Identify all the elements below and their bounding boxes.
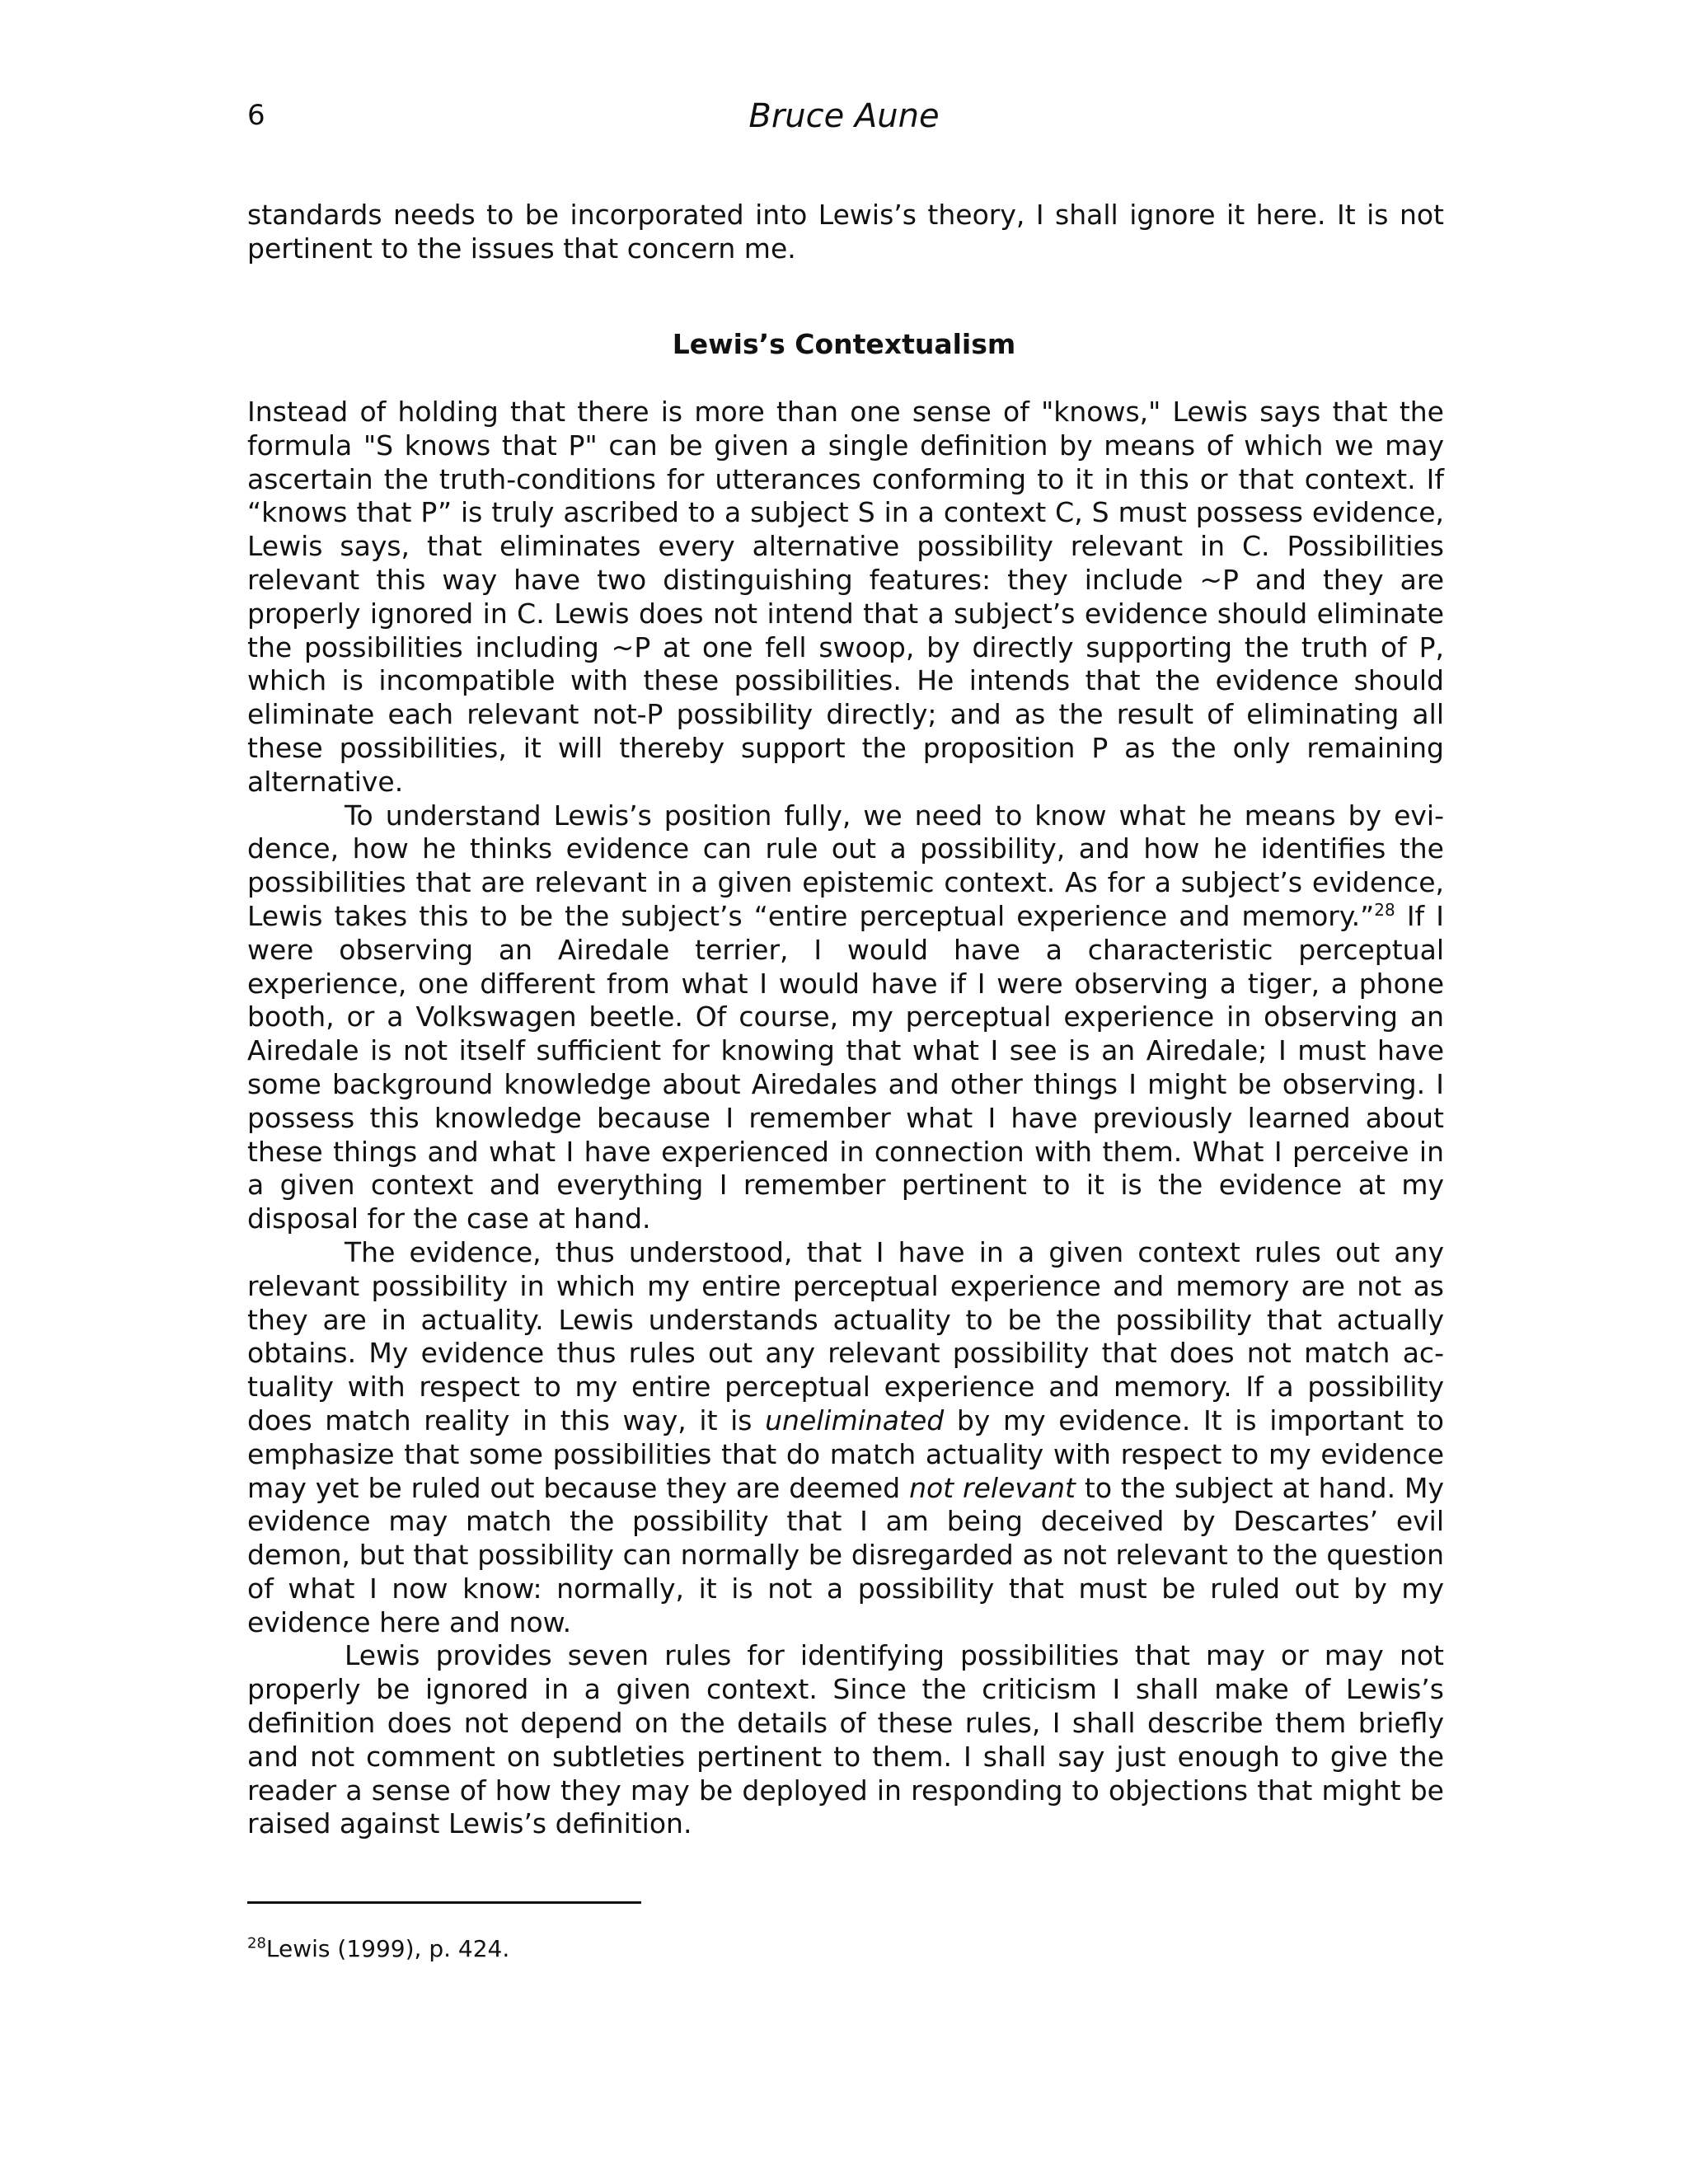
footnote-text: Lewis (1999), p. 424. — [265, 1935, 510, 1962]
running-head: Bruce Aune — [748, 97, 940, 135]
paragraph-3-emphasis-not-relevant: not relevant — [909, 1471, 1076, 1504]
paragraph-2 — [247, 799, 1444, 1236]
footnote-reference-28[interactable]: 28 — [1374, 899, 1395, 920]
paragraph-3-text-a: The evidence, thus understood, that I have in a given context rules out any relevant possibility in which my entire perceptual experience and memory are not as they are in actuality. Lewis understands actuality to be the possibility that actually obtains. My evidence thus rules out any relevant possibility that does not match actuality with respect to my entire perceptual experience and memory. If a possibility does match reality in this way, it is — [247, 1235, 1444, 1436]
paragraph-2-text-a: To understand Lewis’s position fully, we need to know what he means by evidence, how he thinks evidence can rule out a possibility, and how he identifies the possibilities that are relevant in a given epistemic context. As for a subject’s evidence, Lewis takes this to be the subject’s “entire perceptual experience and memory.” — [247, 799, 1444, 932]
paragraph-3-text-b: by my evidence. It is important to emphasize that some possibilities that do match actuality with respect to my evidence may yet be ruled out because they are deemed — [247, 1404, 1444, 1504]
section-body — [247, 396, 1444, 1841]
paragraph-4: Lewis provides seven rules for identifying possibilities that may or may not properly be ignored in a given context. Since the criticism I shall make of Lewis’s definition does not depend on the details of these rules, I shall describe them briefly and not comment on subtleties pertinent to them. I shall say just enough to give the reader a sense of how they may be deployed in responding to objections that might be raised against Lewis’s definition. — [247, 1639, 1444, 1840]
paragraph-3 — [247, 1236, 1444, 1640]
continuation-text: standards needs to be incorporated into Lewis’s theory, I shall ignore it here. It is not pertinent to the issues that concern me. — [247, 199, 1444, 265]
paragraph-2-text-b: If I were observing an Airedale terrier, I would have a characteristic perceptual experience, one different from what I would have if I were observing a tiger, a phone booth, or a Volkswagen beetle. Of course, my perceptual experience in observing an Airedale is not itself sufficient for knowing that what I see is an Airedale; I must have some background knowledge about Airedales and other things I might be observing. I possess this knowledge because I remember what I have previously learned about these things and what I have experienced in connection with them. What I perceive in a given context and everything I remember pertinent to it is the evidence at my disposal for the case at hand. — [247, 899, 1445, 1235]
continuation-paragraph — [247, 199, 1444, 266]
paragraph-1: Instead of holding that there is more than one sense of "knows," Lewis says that the formula "S knows that P" can be given a single definition by means of which we may ascertain the truth-conditions for utterances conforming to it in this or that context. If “knows that P” is truly ascribed to a subject S in a context C, S must possess evidence, Lewis says, that eliminates every alternative possibility relevant in C. Possibilities relevant this way have two distinguishing features: they include ~P and they are properly ignored in C. Lewis does not intend that a subject’s evidence should eliminate the possibilities including ~P at one fell swoop, by directly supporting the truth of P, which is incompatible with these possibilities. He intends that the evidence should eliminate each relevant not-P possibility directly; and as the result of eliminating all these possibilities, it will thereby support the proposition P as the only remaining alternative. — [247, 396, 1444, 798]
footnote-28 — [247, 1935, 509, 1962]
section-heading: Lewis’s Contextualism — [672, 328, 1016, 360]
paragraph-3-emphasis-uneliminated: uneliminated — [765, 1404, 945, 1436]
footnote-separator — [247, 1901, 641, 1904]
footnote-number: 28 — [247, 1934, 266, 1952]
page-number: 6 — [247, 99, 265, 132]
paragraph-3-text-c: to the subject at hand. My evidence may match the possibility that I am being deceived by Descartes’ evil demon, but that possibility can normally be disregarded as not relevant to the question of what I now know: normally, it is not a possibility that must be ruled out by my evidence here and now. — [247, 1471, 1444, 1638]
